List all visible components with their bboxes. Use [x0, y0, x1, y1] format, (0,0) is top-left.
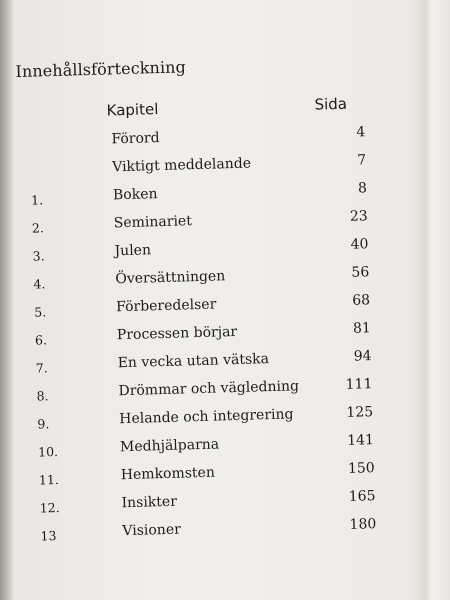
- chapter-number: 3.: [32, 248, 45, 264]
- page-number: 4: [356, 124, 366, 141]
- page-number: 150: [347, 460, 375, 477]
- chapter-title: Förord: [111, 130, 160, 148]
- chapter-title: Drömmar och vägledning: [118, 378, 300, 400]
- toc-entry: [6, 514, 450, 549]
- toc-heading: Innehållsförteckning: [15, 57, 187, 82]
- chapter-title: Översättningen: [115, 268, 226, 288]
- chapter-title: Processen börjar: [116, 323, 238, 344]
- chapter-title: Boken: [112, 186, 158, 204]
- chapter-number: 10.: [37, 443, 59, 460]
- chapter-number: 12.: [39, 499, 60, 516]
- page-number: 7: [356, 152, 367, 169]
- chapter-number: 11.: [38, 471, 60, 488]
- chapter-title: Helande och integrering: [119, 406, 294, 428]
- page-number: 94: [353, 348, 372, 365]
- chapter-number: 7.: [35, 360, 48, 376]
- chapter-title: Julen: [114, 242, 152, 260]
- chapter-number: 5.: [34, 304, 47, 320]
- chapter-number: 1.: [30, 192, 44, 208]
- page-number: 141: [347, 432, 375, 449]
- chapter-title: En vecka utan vätska: [117, 351, 270, 372]
- page-number: 125: [346, 404, 374, 421]
- page-number: 81: [352, 320, 372, 337]
- chapter-title: Visioner: [122, 521, 182, 540]
- page-number: 8: [357, 180, 368, 197]
- chapter-title: Insikter: [121, 493, 178, 512]
- chapter-title: Förberedelser: [115, 296, 217, 316]
- page-number: 165: [348, 488, 376, 505]
- chapter-number: 6.: [34, 332, 48, 348]
- chapter-number: 4.: [33, 276, 46, 292]
- chapter-title: Seminariet: [113, 213, 193, 232]
- page-number: 111: [345, 376, 373, 393]
- page-number: 40: [350, 236, 369, 253]
- chapter-title: Hemkomsten: [120, 464, 216, 484]
- page-number: 68: [352, 292, 371, 309]
- chapter-title: Medhjälparna: [119, 436, 220, 456]
- chapter-title: Viktigt meddelande: [112, 155, 252, 176]
- chapter-number: 2.: [31, 220, 45, 236]
- column-header-page: Sida: [314, 94, 348, 114]
- chapter-number: 9.: [37, 416, 50, 432]
- page-number: 56: [351, 264, 370, 281]
- chapter-number: 13: [40, 528, 57, 544]
- page-number: 23: [349, 208, 368, 225]
- column-header-chapter: Kapitel: [106, 100, 159, 120]
- chapter-number: 8.: [36, 388, 49, 404]
- page-number: 180: [349, 516, 377, 533]
